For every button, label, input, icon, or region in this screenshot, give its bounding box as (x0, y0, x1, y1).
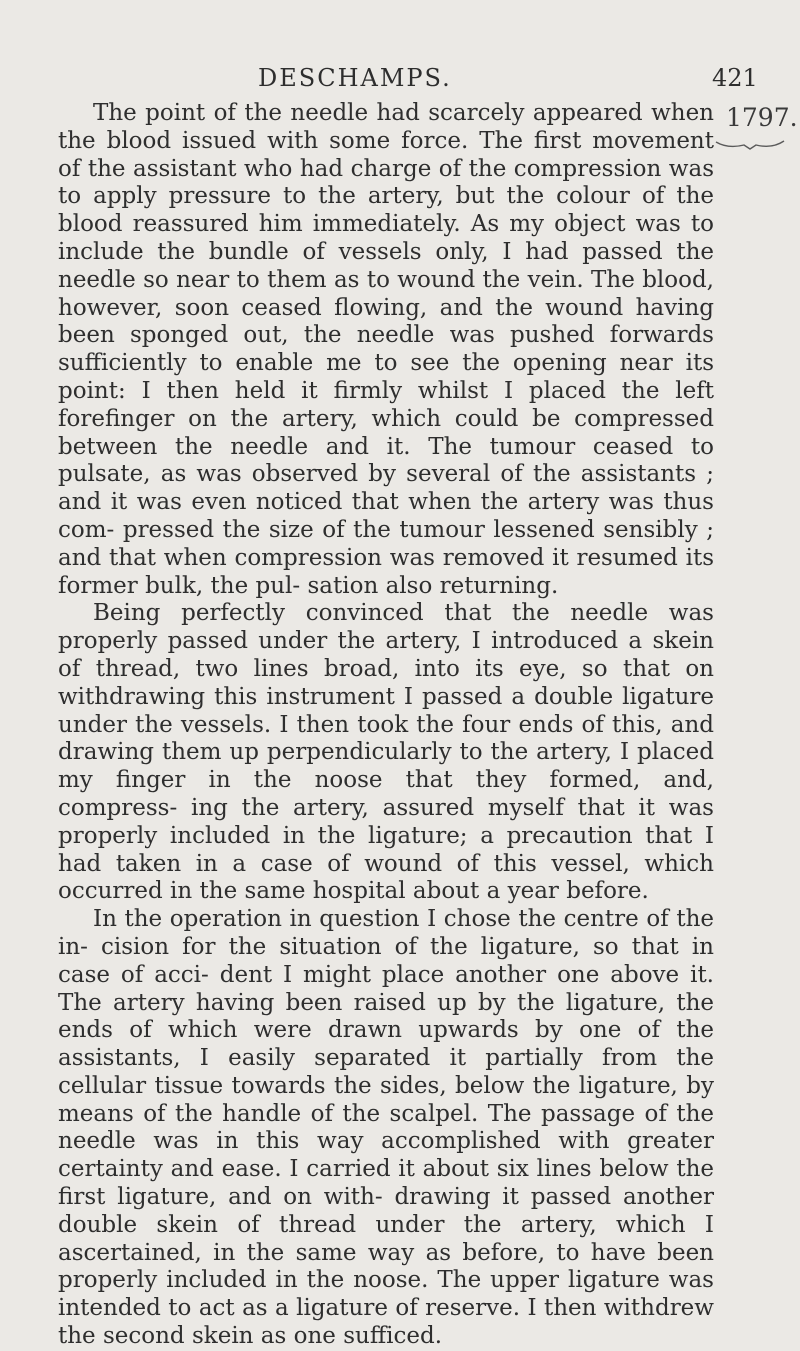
running-title: DESCHAMPS. (258, 64, 452, 92)
margin-year: 1797. (726, 103, 798, 132)
running-head (0, 60, 800, 96)
paragraph-1: The point of the needle had scarcely appeared when the blood issued with some force. The first movement of the assistant who had charge of the compression was to apply pressure to the artery, but the colour of the blood reassured him immediately. As my object was to include the bundle of vessels only, I had passed the needle so near to them as to wound the vein. The blood, however, soon ceased flowing, and the wound having been sponged out, the needle was pushed forwards sufficiently to enable me to see the opening near its point: I then held it firmly whilst I placed the left forefinger on the artery, which could be compressed between the needle and it. The tumour ceased to pulsate, as was observed by several of the assistants ; and it was even noticed that when the artery was thus com- pressed the size of the tumour lessened sensibly ; and that when compression was removed it resumed its former bulk, the pul- sation also returning. (58, 100, 714, 599)
body-text (58, 100, 714, 1351)
paragraph-2: Being perfectly convinced that the needle was properly passed under the artery, I introduced a skein of thread, two lines broad, into its eye, so that on withdrawing this instrument I passed a double ligature under the vessels. I then took the four ends of this, and drawing them up perpendicularly to the artery, I placed my finger in the noose that they formed, and, compress- ing the artery, assured myself that it was properly included in the ligature; a precaution that I had taken in a case of wound of this vessel, which occurred in the same hospital about a year before. (58, 600, 714, 905)
page-number: 421 (712, 64, 758, 92)
margin-bracket-mark (714, 138, 786, 152)
paragraph-3: In the operation in question I chose the centre of the in- cision for the situation of the ligature, so that in case of acci- dent I might place another one above it. The artery having been raised up by the ligature, the ends of which were drawn upwards by one of the assistants, I easily separated it partially from the cellular tissue towards the sides, below the ligature, by means of the handle of the scalpel. The passage of the needle was in this way accomplished with greater certainty and ease. I carried it about six lines below the first ligature, and on with- drawing it passed another double skein of thread under the artery, which I ascertained, in the same way as before, to have been properly included in the noose. The upper ligature was intended to act as a ligature of reserve. I then withdrew the second skein as one sufficed. (58, 906, 714, 1350)
